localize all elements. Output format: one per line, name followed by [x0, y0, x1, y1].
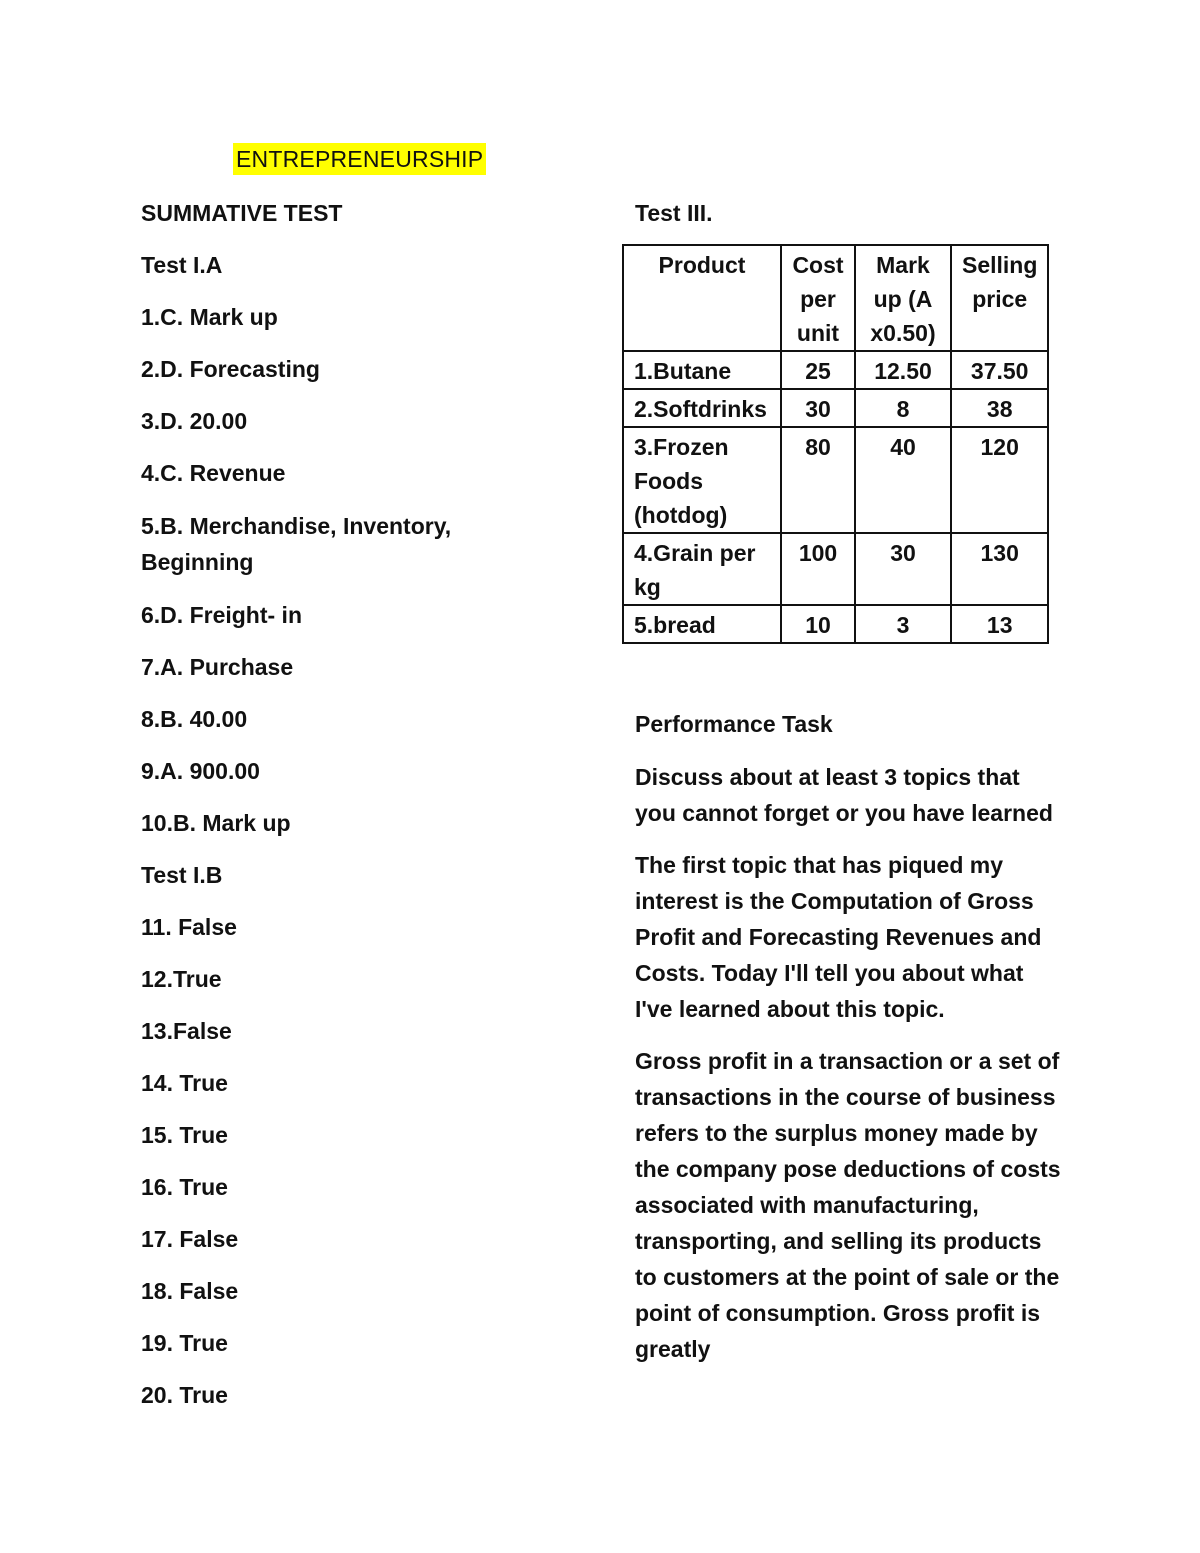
performance-task-heading: Performance Task — [635, 711, 833, 737]
table-header-cell — [623, 245, 781, 351]
answer-line: 3.D. 20.00 — [141, 408, 248, 434]
table-row — [623, 605, 1048, 643]
performance-task-prompt: Discuss about at least 3 topics that you cannot forget or you have learned — [635, 764, 1053, 826]
table-cell: 120 — [951, 427, 1048, 533]
header-cost: Cost per unit — [792, 252, 844, 346]
answer-line: 5.B. Merchandise, Inventory, Beginning — [141, 513, 452, 575]
table-header-cell — [781, 245, 855, 351]
header-selling: Selling price — [962, 252, 1038, 312]
header-markup: Mark up (A x0.50) — [870, 252, 936, 346]
test-three-heading: Test III. — [635, 200, 713, 226]
answer-line: 14. True — [141, 1070, 228, 1096]
table-cell: 37.50 — [951, 351, 1048, 389]
answer-line: 10.B. Mark up — [141, 810, 291, 836]
answer-line: 13.False — [141, 1018, 232, 1044]
table-cell: 100 — [781, 533, 855, 605]
table-header-cell — [951, 245, 1048, 351]
performance-task-paragraph: The first topic that has piqued my interest is the Computation of Gross Profit and Forecasting Revenues and Costs. Today I'll tell you about what I've learned about this topic. — [635, 852, 1042, 1022]
table-row — [623, 427, 1048, 533]
answer-line: 16. True — [141, 1174, 228, 1200]
answer-key-column — [141, 196, 541, 1430]
table-cell: 8 — [855, 389, 951, 427]
test-three-section — [635, 196, 1065, 230]
table-cell: 80 — [781, 427, 855, 533]
answer-line: Test I.A — [141, 252, 223, 278]
table-cell: 2.Softdrinks — [623, 389, 781, 427]
answer-line: 11. False — [141, 914, 237, 940]
table-cell: 30 — [855, 533, 951, 605]
table-row — [623, 533, 1048, 605]
table-cell: 130 — [951, 533, 1048, 605]
table-cell: 12.50 — [855, 351, 951, 389]
answer-line: 4.C. Revenue — [141, 460, 286, 486]
markup-table — [622, 244, 1049, 644]
table-cell: 30 — [781, 389, 855, 427]
table-cell: 25 — [781, 351, 855, 389]
document-title: ENTREPRENEURSHIP — [233, 143, 486, 175]
table-cell: 13 — [951, 605, 1048, 643]
answer-line: 6.D. Freight- in — [141, 602, 302, 628]
answer-line: 2.D. Forecasting — [141, 356, 320, 382]
table-cell: 1.Butane — [623, 351, 781, 389]
table-cell: 4.Grain per kg — [623, 533, 781, 605]
answer-line: Test I.B — [141, 862, 223, 888]
answer-line: 1.C. Mark up — [141, 304, 278, 330]
answer-line: 7.A. Purchase — [141, 654, 294, 680]
answer-line: 20. True — [141, 1382, 228, 1408]
header-product: Product — [658, 252, 746, 278]
table-header-cell — [855, 245, 951, 351]
table-cell: 3.Frozen Foods (hotdog) — [623, 427, 781, 533]
summative-test-heading: SUMMATIVE TEST — [141, 200, 343, 226]
answer-line: 19. True — [141, 1330, 228, 1356]
answer-line: 9.A. 900.00 — [141, 758, 260, 784]
table-cell: 38 — [951, 389, 1048, 427]
table-cell: 5.bread — [623, 605, 781, 643]
performance-task-section — [635, 707, 1065, 1383]
performance-task-paragraph: Gross profit in a transaction or a set of transactions in the course of business refers to the surplus money made by the company pose deductions of costs associated with manufacturing, transporting, and selling its products to customers at the point of sale or the point of consumption. Gross profit is greatly — [635, 1048, 1061, 1362]
answer-line: 18. False — [141, 1278, 239, 1304]
table-cell: 10 — [781, 605, 855, 643]
table-row — [623, 351, 1048, 389]
answer-line: 8.B. 40.00 — [141, 706, 248, 732]
table-header-row — [623, 245, 1048, 351]
table-cell: 40 — [855, 427, 951, 533]
answer-line: 12.True — [141, 966, 222, 992]
answer-line: 17. False — [141, 1226, 239, 1252]
table-cell: 3 — [855, 605, 951, 643]
answer-line: 15. True — [141, 1122, 228, 1148]
table-row — [623, 389, 1048, 427]
